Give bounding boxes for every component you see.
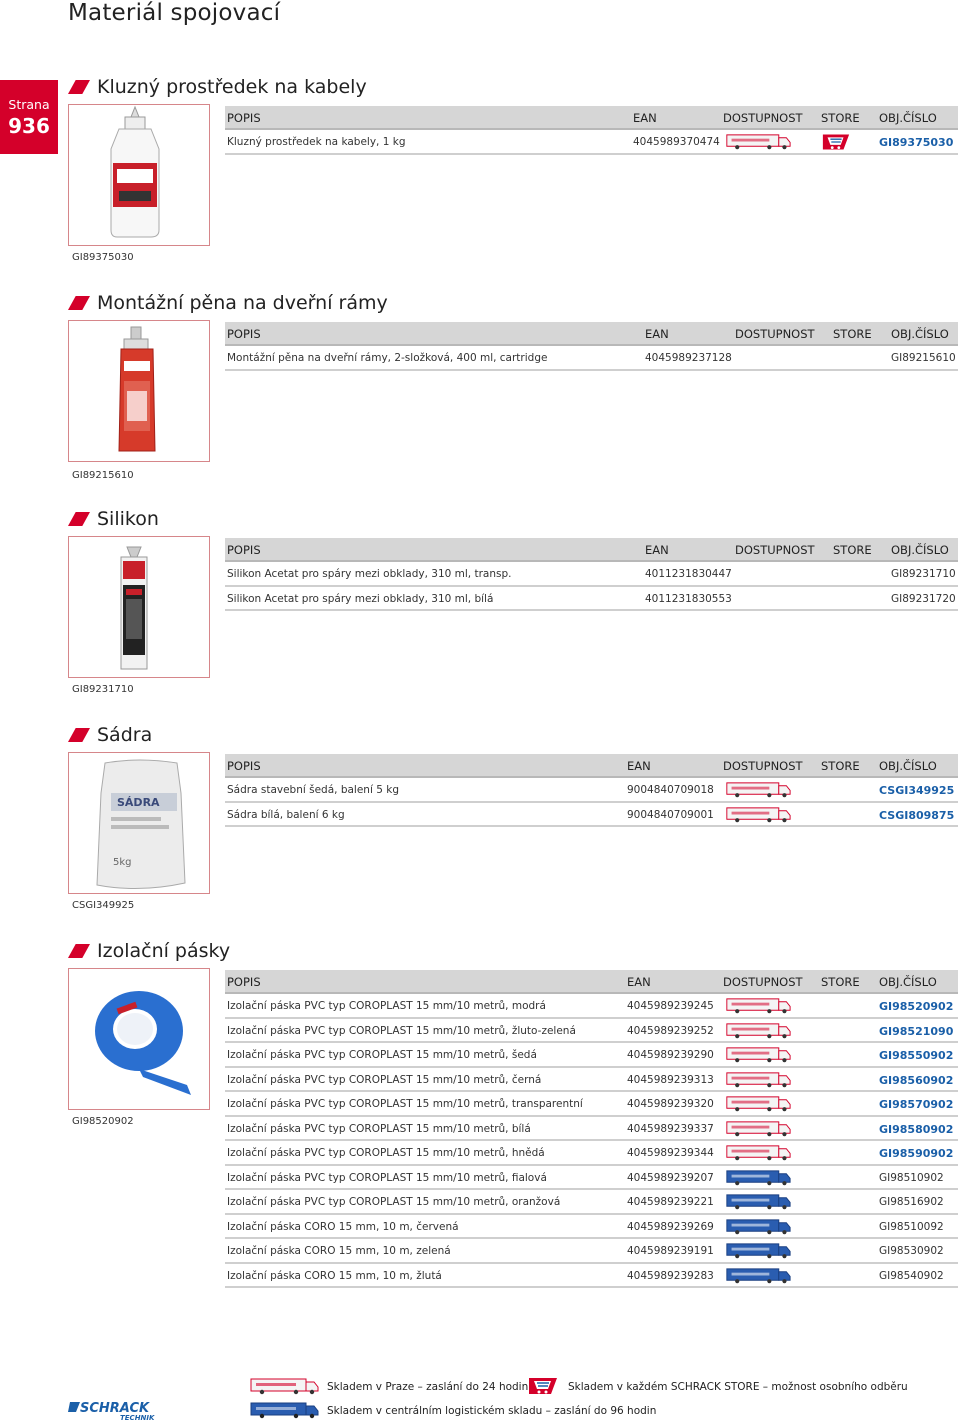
red-marker-icon (68, 944, 90, 958)
col-obj-cislo: OBJ.ČÍSLO (879, 975, 937, 989)
row-popis: Silikon Acetat pro spáry mezi obklady, 310 ml, transp. (227, 568, 512, 580)
product-image (68, 536, 210, 678)
table-row (225, 1068, 958, 1093)
row-popis: Izolační páska PVC typ COROPLAST 15 mm/10 metrů, oranžová (227, 1196, 561, 1208)
row-ean: 9004840709001 (627, 808, 714, 821)
row-obj-cislo[interactable]: GI98520902 (879, 1000, 954, 1013)
truck-blue-icon (248, 1401, 320, 1419)
table-header (225, 970, 958, 994)
row-ean: 4045989239313 (627, 1073, 714, 1086)
schrack-logo (68, 1398, 160, 1422)
product-image (68, 968, 210, 1110)
row-popis: Sádra stavební šedá, balení 5 kg (227, 784, 399, 796)
row-popis: Montážní pěna na dveřní rámy, 2-složková, 400 ml, cartridge (227, 352, 548, 364)
row-popis: Izolační páska PVC typ COROPLAST 15 mm/10 metrů, černá (227, 1073, 542, 1086)
legend-prague: Skladem v Praze – zaslání do 24 hodin (327, 1381, 529, 1393)
row-obj-cislo[interactable]: GI98590902 (879, 1147, 954, 1160)
svg-text:5kg: 5kg (113, 857, 132, 868)
row-popis: Izolační páska PVC typ COROPLAST 15 mm/10 metrů, žluto-zelená (227, 1024, 576, 1037)
col-obj-cislo: OBJ.ČÍSLO (879, 759, 937, 773)
row-obj-cislo[interactable]: GI98521090 (879, 1024, 954, 1038)
section-title: Izolační pásky (97, 940, 231, 962)
truck-white-icon (723, 1071, 793, 1088)
section-header (68, 72, 367, 102)
col-obj-cislo: OBJ.ČÍSLO (891, 327, 949, 341)
product-image (68, 320, 210, 462)
truck-blue-icon (723, 1242, 793, 1259)
section-title: Kluzný prostředek na kabely (97, 76, 367, 98)
table-row (225, 587, 958, 612)
col-store: STORE (833, 543, 872, 557)
truck-white-icon (723, 781, 793, 798)
product-section (68, 936, 960, 1296)
truck-white-icon (723, 1120, 793, 1137)
row-ean: 4045989239252 (627, 1024, 714, 1037)
col-store: STORE (833, 327, 872, 341)
row-obj-cislo: GI89231720 (891, 592, 956, 605)
row-popis: Izolační páska PVC typ COROPLAST 15 mm/10 metrů, modrá (227, 1000, 546, 1012)
row-obj-cislo[interactable]: GI98550902 (879, 1049, 954, 1062)
section-title: Montážní pěna na dveřní rámy (97, 292, 388, 314)
row-obj-cislo: GI89231710 (891, 568, 956, 580)
col-ean: EAN (645, 327, 669, 341)
image-product-code: GI89231710 (72, 684, 134, 695)
col-popis: POPIS (227, 975, 261, 989)
row-obj-cislo: GI89215610 (891, 352, 956, 364)
section-header (68, 720, 152, 750)
image-product-code: GI89375030 (72, 252, 134, 263)
row-obj-cislo[interactable]: GI98570902 (879, 1098, 954, 1111)
table-row (225, 1264, 958, 1289)
col-dostupnost: DOSTUPNOST (723, 759, 803, 773)
col-store: STORE (821, 111, 860, 125)
truck-white-icon (723, 806, 793, 823)
row-ean: 4045989370474 (633, 136, 720, 148)
row-popis: Izolační páska PVC typ COROPLAST 15 mm/10 metrů, hnědá (227, 1147, 545, 1159)
legend-store: Skladem v každém SCHRACK STORE – možnost osobního odběru (568, 1381, 908, 1393)
row-obj-cislo[interactable]: GI98560902 (879, 1073, 954, 1087)
red-marker-icon (68, 512, 90, 526)
col-popis: POPIS (227, 759, 261, 773)
image-product-code: CSGI349925 (72, 900, 135, 911)
col-dostupnost: DOSTUPNOST (723, 111, 803, 125)
row-popis: Izolační páska PVC typ COROPLAST 15 mm/10 metrů, transparentní (227, 1098, 583, 1110)
col-ean: EAN (633, 111, 657, 125)
page-number-tab (0, 80, 58, 154)
table-row (225, 562, 958, 587)
row-ean: 4045989239337 (627, 1122, 714, 1135)
row-obj-cislo[interactable]: GI98580902 (879, 1122, 954, 1136)
col-ean: EAN (627, 759, 651, 773)
row-obj-cislo: GI98540902 (879, 1269, 944, 1282)
truck-white-icon (723, 1095, 793, 1112)
row-obj-cislo: GI98516902 (879, 1196, 944, 1208)
truck-white-icon (248, 1377, 320, 1395)
section-header (68, 504, 159, 534)
table-row (225, 346, 958, 371)
col-popis: POPIS (227, 111, 261, 125)
red-marker-icon (68, 80, 90, 94)
row-ean: 4045989239283 (627, 1269, 714, 1282)
col-popis: POPIS (227, 543, 261, 557)
store-cart-icon (821, 132, 851, 152)
col-popis: POPIS (227, 327, 261, 341)
row-ean: 4045989239320 (627, 1098, 714, 1110)
row-popis: Kluzný prostředek na kabely, 1 kg (227, 136, 406, 148)
product-section (68, 504, 960, 714)
row-ean: 9004840709018 (627, 784, 714, 796)
row-ean: 4011231830447 (645, 568, 732, 580)
table-header (225, 322, 958, 346)
section-title: Sádra (97, 724, 153, 746)
table-row (225, 1043, 958, 1068)
table-row (225, 1239, 958, 1264)
product-table (225, 538, 958, 611)
col-store: STORE (821, 759, 860, 773)
row-obj-cislo[interactable]: GI89375030 (879, 136, 954, 149)
row-ean: 4011231830553 (645, 592, 732, 605)
product-image (68, 104, 210, 246)
table-header (225, 538, 958, 562)
row-obj-cislo: GI98530902 (879, 1245, 944, 1257)
row-popis: Izolační páska CORO 15 mm, 10 m, červená (227, 1220, 459, 1233)
row-ean: 4045989239207 (627, 1171, 714, 1184)
product-image (68, 752, 210, 894)
legend-central: Skladem v centrálním logistickém skladu – zaslání do 96 hodin (327, 1405, 657, 1417)
row-obj-cislo[interactable]: CSGI349925 (879, 784, 955, 797)
col-store: STORE (821, 975, 860, 989)
image-product-code: GI98520902 (72, 1116, 134, 1127)
table-row (225, 1166, 958, 1191)
row-ean: 4045989239344 (627, 1147, 714, 1159)
col-dostupnost: DOSTUPNOST (735, 543, 815, 557)
truck-white-icon (723, 1022, 793, 1039)
col-ean: EAN (645, 543, 669, 557)
table-row (225, 1141, 958, 1166)
truck-white-icon (723, 1144, 793, 1161)
table-row (225, 1092, 958, 1117)
product-table (225, 754, 958, 827)
row-ean: 4045989239269 (627, 1220, 714, 1233)
table-row (225, 778, 958, 803)
svg-text:SÁDRA: SÁDRA (117, 796, 160, 809)
red-marker-icon (68, 728, 90, 742)
row-ean: 4045989239191 (627, 1245, 714, 1257)
row-ean: 4045989239245 (627, 1000, 714, 1012)
table-row (225, 1190, 958, 1215)
truck-blue-icon (723, 1218, 793, 1235)
row-popis: Sádra bílá, balení 6 kg (227, 808, 345, 821)
row-obj-cislo: GI98510902 (879, 1171, 944, 1184)
col-obj-cislo: OBJ.ČÍSLO (879, 111, 937, 125)
table-row (225, 1215, 958, 1240)
page-number: 936 (8, 114, 50, 138)
row-ean: 4045989237128 (645, 352, 732, 364)
section-header (68, 288, 388, 318)
svg-text:TECHNIK: TECHNIK (120, 1414, 155, 1422)
table-row (225, 1019, 958, 1044)
col-dostupnost: DOSTUPNOST (723, 975, 803, 989)
red-marker-icon (68, 296, 90, 310)
col-dostupnost: DOSTUPNOST (735, 327, 815, 341)
product-section (68, 72, 960, 282)
truck-blue-icon (723, 1267, 793, 1284)
col-obj-cislo: OBJ.ČÍSLO (891, 543, 949, 557)
table-row (225, 130, 958, 155)
table-header (225, 754, 958, 778)
row-popis: Silikon Acetat pro spáry mezi obklady, 310 ml, bílá (227, 592, 494, 605)
page-title: Materiál spojovací (68, 0, 281, 26)
row-popis: Izolační páska PVC typ COROPLAST 15 mm/10 metrů, fialová (227, 1171, 547, 1184)
truck-blue-icon (723, 1193, 793, 1210)
truck-white-icon (723, 1046, 793, 1063)
product-section (68, 288, 960, 498)
table-row (225, 994, 958, 1019)
row-ean: 4045989239221 (627, 1196, 714, 1208)
table-header (225, 106, 958, 130)
section-title: Silikon (97, 508, 159, 530)
truck-white-icon (723, 997, 793, 1014)
col-ean: EAN (627, 975, 651, 989)
table-row (225, 803, 958, 828)
row-popis: Izolační páska PVC typ COROPLAST 15 mm/10 metrů, bílá (227, 1122, 531, 1135)
truck-white-icon (723, 133, 793, 150)
product-table (225, 106, 958, 155)
row-popis: Izolační páska CORO 15 mm, 10 m, zelená (227, 1245, 451, 1257)
page-label: Strana (8, 97, 50, 112)
product-table (225, 970, 958, 1288)
svg-text:SCHRACK: SCHRACK (80, 1401, 150, 1416)
row-ean: 4045989239290 (627, 1049, 714, 1061)
row-popis: Izolační páska PVC typ COROPLAST 15 mm/10 metrů, šedá (227, 1049, 537, 1061)
section-header (68, 936, 230, 966)
truck-blue-icon (723, 1169, 793, 1186)
image-product-code: GI89215610 (72, 470, 134, 481)
row-obj-cislo[interactable]: CSGI809875 (879, 808, 955, 822)
row-popis: Izolační páska CORO 15 mm, 10 m, žlutá (227, 1269, 442, 1282)
product-table (225, 322, 958, 371)
row-obj-cislo: GI98510092 (879, 1220, 944, 1233)
store-cart-icon (527, 1376, 559, 1396)
product-section (68, 720, 960, 930)
table-row (225, 1117, 958, 1142)
